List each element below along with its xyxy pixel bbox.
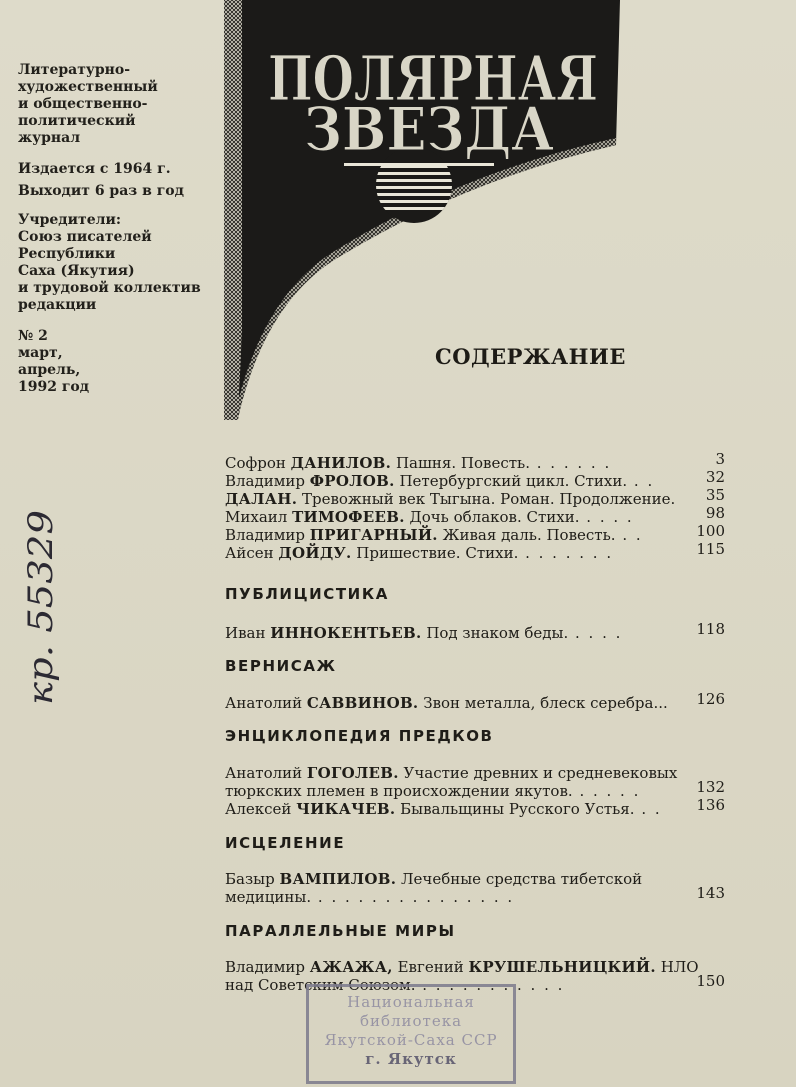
author-first: Базыр xyxy=(225,870,280,888)
leader-dots: . . . . . xyxy=(572,782,641,800)
toc-entry xyxy=(225,468,725,490)
work-title: Петербургский цикл. Стихи. xyxy=(394,472,628,490)
inventory-number-text: кр. 55329 xyxy=(21,533,61,705)
toc-entry xyxy=(225,958,725,976)
issue-month: март, xyxy=(18,345,63,361)
section-title: ЭНЦИКЛОПЕДИЯ ПРЕДКОВ xyxy=(225,727,494,745)
author-first: Анатолий xyxy=(225,694,307,712)
table-of-contents xyxy=(225,450,725,994)
issue-number: № 2 xyxy=(18,328,48,344)
founders-line: Учредители: xyxy=(18,212,122,228)
section-title: ПАРАЛЛЕЛЬНЫЕ МИРЫ xyxy=(225,922,456,940)
author-first: Айсен xyxy=(225,544,279,562)
author-last: ДОЙДУ. xyxy=(278,544,352,562)
toc-entry xyxy=(225,522,725,544)
toc-entry xyxy=(225,540,725,562)
toc-entry xyxy=(225,796,725,818)
contents-heading: СОДЕРЖАНИЕ xyxy=(435,344,626,369)
page-number: 32 xyxy=(705,468,725,486)
logo-title-line2: ЗВЕЗДА xyxy=(304,95,555,165)
work-title: Живая даль. Повесть. xyxy=(437,526,616,544)
page-number: 115 xyxy=(696,540,725,558)
work-title: Евгений xyxy=(392,958,469,976)
author-last: ЧИКАЧЕВ. xyxy=(296,800,396,818)
author-first: Иван xyxy=(225,624,271,642)
page-number: 100 xyxy=(696,522,725,540)
work-title: тюркских племен в происхождении якутов. xyxy=(225,782,573,800)
section-title: ВЕРНИСАЖ xyxy=(225,657,337,675)
journal-info xyxy=(18,62,218,396)
page-number: 132 xyxy=(696,778,725,796)
work-title: Под знаком беды. xyxy=(421,624,569,642)
stamp-line: библиотека xyxy=(359,1012,463,1030)
author-last: КРУШЕЛЬНИЦКИЙ. xyxy=(468,958,656,976)
toc-entry xyxy=(225,450,725,472)
description-line: Литературно- xyxy=(18,62,131,78)
work-title: Пашня. Повесть. xyxy=(391,454,530,472)
toc-entry xyxy=(225,764,725,782)
author-last: ГОГОЛЕВ. xyxy=(306,764,399,782)
stamp-line: Якутской-Саха ССР xyxy=(324,1031,498,1049)
author-last: АЖАЖА, xyxy=(309,958,393,976)
page-number: 126 xyxy=(696,690,725,708)
description-line: политический xyxy=(18,113,136,129)
author-last: ВАМПИЛОВ. xyxy=(279,870,397,888)
author-last: ИННОКЕНТЬЕВ. xyxy=(270,624,422,642)
author-last: ФРОЛОВ. xyxy=(309,472,395,490)
leader-dots: . . . . . . . . . . . xyxy=(415,976,565,994)
toc-entry xyxy=(225,870,725,888)
founders-line: Саха (Якутия) xyxy=(18,263,135,279)
author-first: Владимир xyxy=(225,958,310,976)
page-number: 98 xyxy=(705,504,725,522)
author-first: Владимир xyxy=(225,526,310,544)
work-title: Пришествие. Стихи. xyxy=(351,544,519,562)
founders-line: Республики xyxy=(18,246,116,262)
page-number: 118 xyxy=(696,620,725,638)
toc-entry xyxy=(225,620,725,642)
author-first: Владимир xyxy=(225,472,310,490)
work-title: Лечебные средства тибетской xyxy=(396,870,643,888)
toc-entry xyxy=(225,778,725,800)
section-title: ИСЦЕЛЕНИЕ xyxy=(225,834,346,852)
leader-dots: . . xyxy=(634,800,662,818)
published-since: Издается с 1964 г. xyxy=(18,161,171,177)
founders-line: редакции xyxy=(18,297,97,313)
logo-title-line1: ПОЛЯРНАЯ xyxy=(268,42,598,115)
library-stamp xyxy=(306,984,516,1084)
author-first: Михаил xyxy=(225,508,293,526)
work-title: НЛО xyxy=(655,958,699,976)
work-title: Звон металла, блеск серебра... xyxy=(418,694,668,712)
section-title: ПУБЛИЦИСТИКА xyxy=(225,585,389,603)
leader-dots: . . xyxy=(627,472,655,490)
founders-line: Союз писателей xyxy=(18,229,152,245)
work-title: медицины. xyxy=(225,888,312,906)
toc-entry xyxy=(225,486,725,508)
author-last: САВВИНОВ. xyxy=(306,694,419,712)
work-title: Тревожный век Тыгына. Роман. Продолжение. xyxy=(297,490,676,508)
author-first: Анатолий xyxy=(225,764,307,782)
toc-entry xyxy=(225,884,725,906)
author-last: ДАЛАН. xyxy=(225,490,298,508)
description-line: журнал xyxy=(18,130,81,146)
founders-line: и трудовой коллектив xyxy=(18,280,201,296)
author-first: Алексей xyxy=(225,800,297,818)
page-number: 150 xyxy=(696,972,725,990)
leader-dots: . . . . xyxy=(568,624,623,642)
toc-entry xyxy=(225,690,725,712)
leader-dots: . . . . . . xyxy=(530,454,612,472)
leader-dots: . . . . xyxy=(579,508,634,526)
issue-month: апрель, xyxy=(18,362,81,378)
author-first: Софрон xyxy=(225,454,291,472)
issue-year: 1992 год xyxy=(18,379,90,395)
author-last: ДАНИЛОВ. xyxy=(290,454,392,472)
handwritten-inventory-number xyxy=(20,505,60,710)
stamp-line: Национальная xyxy=(347,993,475,1011)
work-title: Участие древних и средневековых xyxy=(398,764,678,782)
leader-dots: . . xyxy=(615,526,643,544)
author-last: ПРИГАРНЫЙ. xyxy=(309,526,438,544)
stamp-line: г. Якутск xyxy=(365,1050,457,1068)
description-line: художественный xyxy=(18,79,158,95)
page-number: 143 xyxy=(696,884,725,902)
leader-dots: . . . . . . . xyxy=(518,544,614,562)
leader-dots: . . . . . . . . . . . . . . . xyxy=(311,888,515,906)
toc-entry xyxy=(225,504,725,526)
work-title: Бывальщины Русского Устья. xyxy=(395,800,635,818)
work-title: Дочь облаков. Стихи. xyxy=(404,508,580,526)
author-last: ТИМОФЕЕВ. xyxy=(292,508,405,526)
description-line: и общественно- xyxy=(18,96,148,112)
frequency: Выходит 6 раз в год xyxy=(18,183,184,199)
page-number: 35 xyxy=(705,486,725,504)
page-number: 3 xyxy=(715,450,725,468)
page-number: 136 xyxy=(696,796,725,814)
work-title: над Советским Союзом. xyxy=(225,976,416,994)
